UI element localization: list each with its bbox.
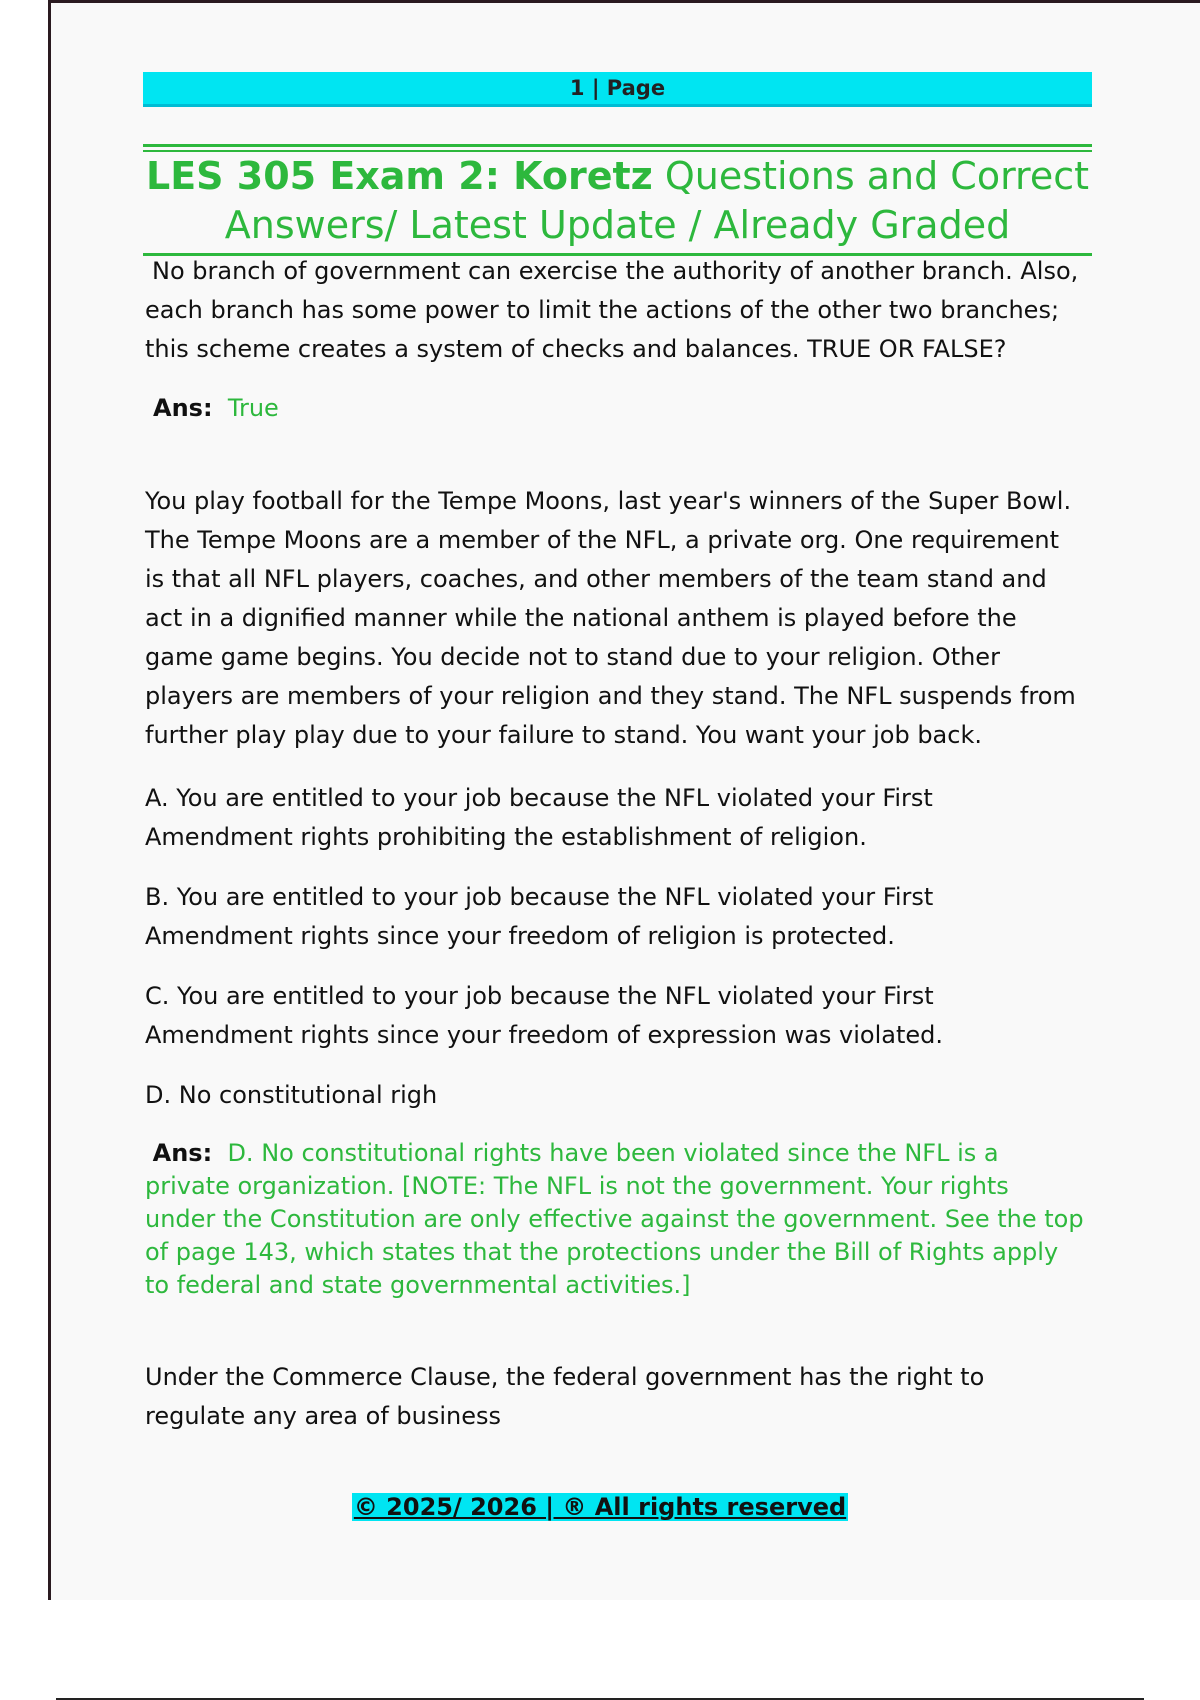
copyright-text: © 2025/ 2026 | ® All rights reserved	[353, 1493, 847, 1521]
answer-1-label: Ans:	[153, 394, 213, 422]
title-rule-top	[143, 144, 1092, 152]
page-label: 1 | Page	[569, 76, 666, 100]
option-b: B. You are entitled to your job because the NFL violated your First Amendment rights since your freedom of religion is protected.	[145, 883, 934, 950]
question-2: You play football for the Tempe Moons, last year's winners of the Super Bowl. The Tempe Moons are a member of the NFL, a private org. One requirement is that all NFL players, coaches, and other members of the team stand and act in a dignified manner while the national anthem is played before the game game begins. You decide not to stand due to your religion. Other players are members of your religion and they stand. The NFL suspends from further play play due to your failure to stand. You want your job back.	[145, 487, 1076, 749]
answer-1-value: True	[227, 394, 279, 422]
title-line-2: Answers/ Latest Update / Already Graded	[224, 203, 1011, 247]
document-title	[143, 152, 1092, 250]
page-number-header	[143, 72, 1092, 104]
title-rest: Questions and Correct	[652, 154, 1089, 198]
header-underline	[143, 104, 1092, 107]
answer-2	[145, 1137, 1085, 1302]
title-bold: LES 305 Exam 2: Koretz	[146, 154, 653, 198]
answer-2-label: Ans:	[152, 1139, 213, 1167]
answer-2-value: D. No constitutional rights have been violated since the NFL is a private organization. [NOTE: The NFL is not the government. Your rights under the Constitution are only effective against the government. See the top of page 143, which states that the protections under the Bill of Rights apply to federal and state governmental activities.]	[145, 1139, 1084, 1299]
question-1: No branch of government can exercise the authority of another branch. Also, each branch has some power to limit the actions of the other two branches; this scheme creates a system of checks and balances. TRUE OR FALSE?	[145, 257, 1079, 363]
option-a: A. You are entitled to your job because the NFL violated your First Amendment rights prohibiting the establishment of religion.	[145, 784, 933, 851]
option-d: D. No constitutional righ	[145, 1081, 438, 1109]
option-c: C. You are entitled to your job because the NFL violated your First Amendment rights since your freedom of expression was violated.	[145, 982, 944, 1049]
question-3: Under the Commerce Clause, the federal government has the right to regulate any area of business	[145, 1363, 985, 1430]
answer-1	[153, 389, 1093, 428]
copyright-footer	[0, 1493, 1200, 1521]
